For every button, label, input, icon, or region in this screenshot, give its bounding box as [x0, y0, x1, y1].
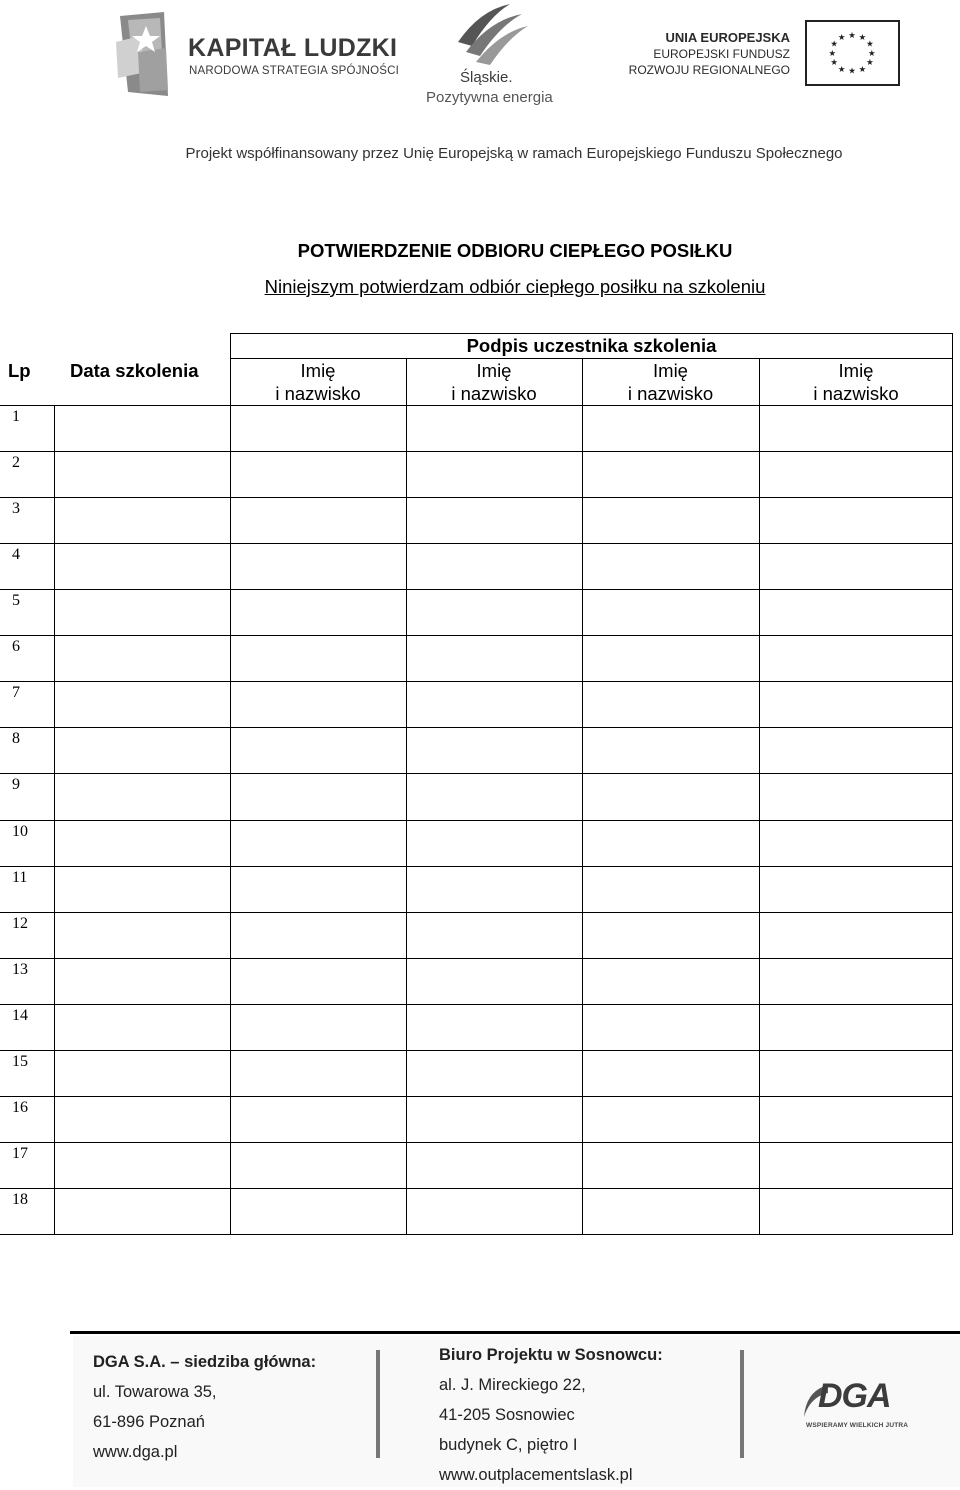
- eu-logo: [620, 20, 900, 90]
- eu-line-1: UNIA EUROPEJSKA: [665, 30, 790, 45]
- eu-flag-icon: [805, 20, 900, 86]
- row-number: 7: [12, 684, 20, 701]
- office-heading: Biuro Projektu w Sosnowcu:: [439, 1346, 663, 1364]
- meal-confirmation-table: [0, 333, 953, 1235]
- column-header-name-3: [582, 359, 759, 405]
- office-website-link[interactable]: www.outplacementslask.pl: [439, 1466, 633, 1484]
- dga-logo-tagline: WSPIERAMY WIELKICH JUTRA: [806, 1422, 909, 1429]
- svg-text:★: ★: [837, 31, 846, 42]
- svg-text:★: ★: [830, 57, 838, 68]
- table-row-border: [0, 820, 953, 821]
- table-row-border: [0, 1142, 953, 1143]
- project-cofinancing-text: Projekt współfinansowany przez Unię Europejską w ramach Europejskiego Funduszu Społecznego: [185, 145, 843, 162]
- signature-group-divider: [230, 358, 953, 359]
- table-column-divider: [406, 358, 407, 1234]
- row-number: 11: [12, 869, 28, 886]
- table-row-border: [0, 451, 953, 452]
- svg-text:★: ★: [858, 63, 867, 74]
- table-row-border: [0, 1050, 953, 1051]
- name-header-3-line-2: i nazwisko: [627, 383, 714, 404]
- table-row-border: [0, 773, 953, 774]
- dga-logo-text: DGA: [818, 1377, 891, 1415]
- row-number: 18: [12, 1191, 28, 1208]
- footer-divider-1: [376, 1350, 380, 1458]
- signature-group-header: Podpis uczestnika szkolenia: [466, 335, 717, 356]
- kapital-ludzki-logo: [110, 10, 400, 96]
- hq-street: ul. Towarowa 35,: [93, 1383, 217, 1401]
- row-number: 15: [12, 1053, 28, 1070]
- table-row-border: [0, 589, 953, 590]
- row-number: 9: [12, 776, 20, 793]
- hq-website-link[interactable]: www.dga.pl: [93, 1443, 178, 1461]
- column-header-name-4: [759, 359, 953, 405]
- name-header-1-line-2: i nazwisko: [275, 383, 361, 404]
- slaskie-tagline: Pozytywna energia: [426, 89, 553, 106]
- kapital-ludzki-subtitle: NARODOWA STRATEGIA SPÓJNOŚCI: [189, 65, 400, 77]
- table-row-border: [0, 1004, 953, 1005]
- row-number: 1: [12, 408, 20, 425]
- footer-rule: [70, 1331, 960, 1334]
- footer-project-office: [439, 1340, 663, 1490]
- hq-city: 61-896 Poznań: [93, 1413, 205, 1431]
- slaskie-logo: [420, 2, 560, 108]
- row-number: 3: [12, 500, 20, 517]
- office-street: al. J. Mireckiego 22,: [439, 1376, 586, 1394]
- table-column-divider: [230, 333, 231, 1234]
- document-title: POTWIERDZENIE ODBIORU CIEPŁEGO POSIŁKU: [297, 240, 733, 261]
- row-number: 17: [12, 1145, 28, 1162]
- table-header-bottom-border: [0, 405, 953, 406]
- name-header-2-line-2: i nazwisko: [451, 383, 537, 404]
- office-city: 41-205 Sosnowiec: [439, 1406, 575, 1424]
- row-number: 6: [12, 638, 20, 655]
- dga-logo: [800, 1375, 910, 1435]
- row-number: 13: [12, 961, 28, 978]
- eu-line-2: EUROPEJSKI FUNDUSZ: [653, 47, 790, 61]
- table-row-border: [0, 1188, 953, 1189]
- name-header-3-line-1: Imię: [653, 360, 688, 381]
- table-row-border: [0, 1234, 953, 1235]
- kapital-ludzki-title: KAPITAŁ LUDZKI: [188, 34, 398, 62]
- svg-text:★: ★: [866, 57, 874, 68]
- table-row-border: [0, 1096, 953, 1097]
- hq-heading: DGA S.A. – siedziba główna:: [93, 1353, 317, 1371]
- table-row-border: [0, 866, 953, 867]
- row-number: 14: [12, 1007, 28, 1024]
- table-row-border: [0, 543, 953, 544]
- table-row-border: [0, 681, 953, 682]
- column-header-name-2: [406, 359, 582, 405]
- row-number: 2: [12, 454, 20, 471]
- slaskie-wave-icon: [450, 2, 530, 66]
- svg-text:★: ★: [837, 63, 846, 74]
- eu-line-3: ROZWOJU REGIONALNEGO: [628, 63, 790, 77]
- footer-divider-2: [740, 1350, 744, 1458]
- project-cofinancing-note: [0, 145, 960, 162]
- table-row-border: [0, 635, 953, 636]
- table-column-divider: [582, 358, 583, 1234]
- svg-text:★: ★: [867, 47, 876, 58]
- name-header-4-line-1: Imię: [838, 360, 874, 381]
- row-number: 8: [12, 730, 20, 747]
- row-number: 10: [12, 823, 28, 840]
- office-building: budynek C, piętro I: [439, 1436, 578, 1454]
- column-header-name-1: [230, 359, 406, 405]
- document-subtitle: Niniejszym potwierdzam odbiór ciepłego posiłku na szkoleniu: [264, 276, 766, 297]
- table-column-divider: [54, 405, 55, 1234]
- svg-text:★: ★: [848, 29, 856, 40]
- kapital-ludzki-emblem-icon: [110, 12, 174, 96]
- name-header-2-line-1: Imię: [476, 360, 512, 381]
- row-number: 5: [12, 592, 20, 609]
- name-header-1-line-1: Imię: [300, 360, 336, 381]
- table-row-border: [0, 497, 953, 498]
- row-number: 4: [12, 546, 20, 563]
- footer-headquarters: [93, 1347, 316, 1467]
- svg-text:★: ★: [858, 31, 867, 42]
- eu-text: [629, 30, 790, 78]
- name-header-4-line-2: i nazwisko: [813, 383, 899, 404]
- table-row-border: [0, 727, 953, 728]
- svg-text:★: ★: [830, 38, 838, 49]
- row-number: 12: [12, 915, 28, 932]
- column-header-lp: Lp: [8, 360, 31, 381]
- svg-text:★: ★: [828, 47, 837, 58]
- column-header-date: Data szkolenia: [70, 360, 199, 381]
- row-number: 16: [12, 1099, 28, 1116]
- table-row-border: [0, 912, 953, 913]
- svg-text:★: ★: [848, 65, 856, 76]
- svg-text:★: ★: [866, 38, 874, 49]
- table-top-border: [230, 333, 953, 334]
- table-column-divider: [759, 358, 760, 1234]
- slaskie-name: Śląskie.: [460, 69, 513, 86]
- table-right-border: [952, 333, 953, 1234]
- table-row-border: [0, 958, 953, 959]
